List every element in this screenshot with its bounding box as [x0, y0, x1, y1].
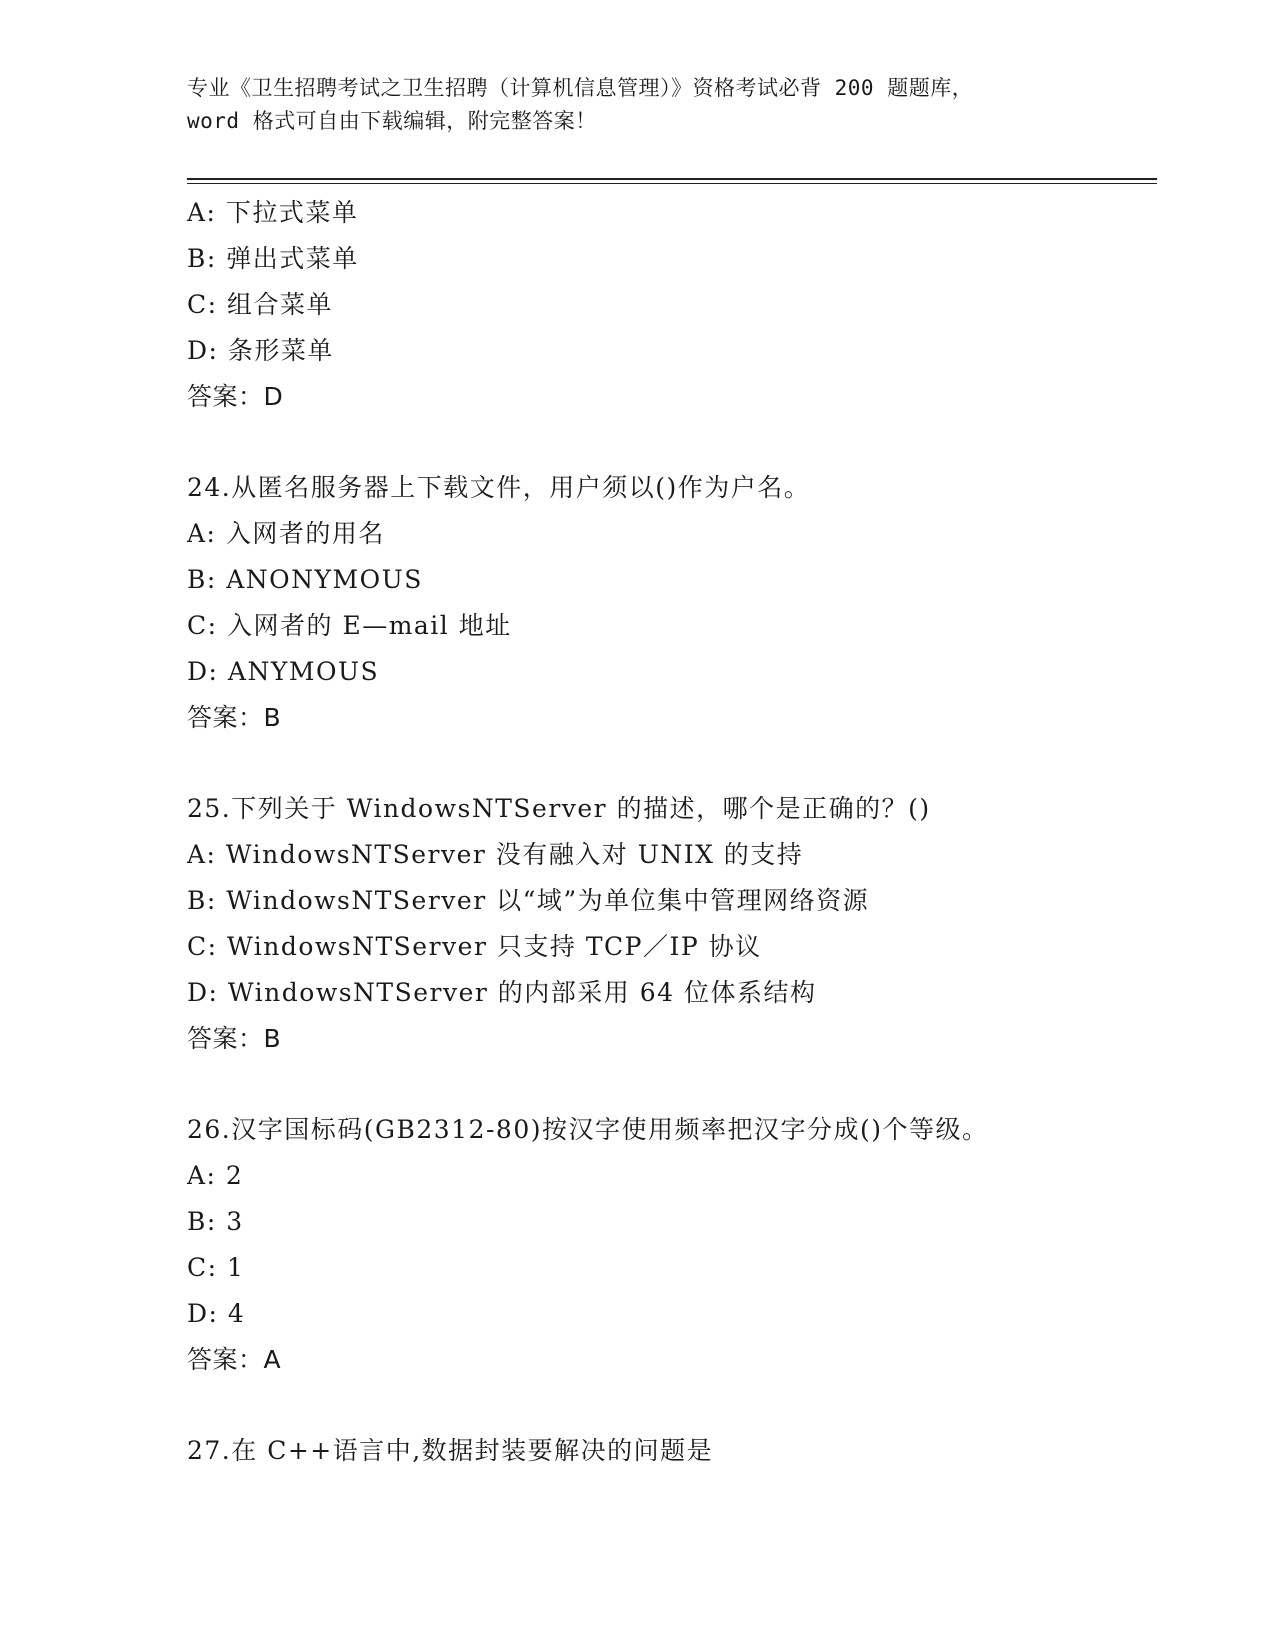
- question-list: [187, 190, 1167, 1474]
- option-a: A: 2: [187, 1161, 244, 1190]
- option-a: A: WindowsNTServer 没有融入对 UNIX 的支持: [187, 840, 804, 869]
- question-block-27: [187, 1428, 1167, 1474]
- option-d: D: ANYMOUS: [187, 657, 380, 686]
- spacer: [187, 1383, 1167, 1428]
- option-c: C: 入网者的 E—mail 地址: [187, 611, 512, 640]
- option-c: C: WindowsNTServer 只支持 TCP／IP 协议: [187, 932, 762, 961]
- question-stem: 24.从匿名服务器上下载文件，用户须以()作为户名。: [187, 473, 811, 502]
- question-block-24: [187, 465, 1167, 741]
- answer-line: 答案：D: [187, 382, 284, 411]
- option-a: A: 下拉式菜单: [187, 198, 359, 227]
- answer-line: 答案：A: [187, 1345, 282, 1374]
- question-stem: 26.汉字国标码(GB2312-80)按汉字使用频率把汉字分成()个等级。: [187, 1115, 989, 1144]
- option-d: D: 4: [187, 1299, 246, 1328]
- spacer: [187, 420, 1167, 465]
- header-divider-thick: [187, 178, 1157, 180]
- question-stem: 27.在 C++语言中,数据封装要解决的问题是: [187, 1436, 714, 1465]
- answer-line: 答案：B: [187, 703, 282, 732]
- option-d: D: 条形菜单: [187, 336, 334, 365]
- option-a: A: 入网者的用名: [187, 519, 385, 548]
- header-line-2: word 格式可自由下载编辑，附完整答案！: [187, 109, 597, 133]
- header-line-1: 专业《卫生招聘考试之卫生招聘（计算机信息管理）》资格考试必背 200 题题库，: [187, 76, 974, 100]
- document-header: [187, 72, 1087, 138]
- question-stem: 25.下列关于 WindowsNTServer 的描述，哪个是正确的？(): [187, 794, 931, 823]
- question-block-23: [187, 190, 1167, 420]
- header-divider-thin: [187, 183, 1157, 184]
- option-b: B: 3: [187, 1207, 244, 1236]
- option-d: D: WindowsNTServer 的内部采用 64 位体系结构: [187, 978, 817, 1007]
- spacer: [187, 1062, 1167, 1107]
- option-c: C: 组合菜单: [187, 290, 333, 319]
- answer-line: 答案：B: [187, 1024, 282, 1053]
- question-block-26: [187, 1107, 1167, 1383]
- option-c: C: 1: [187, 1253, 245, 1282]
- option-b: B: WindowsNTServer 以“域”为单位集中管理网络资源: [187, 886, 870, 915]
- question-block-25: [187, 786, 1167, 1062]
- option-b: B: 弹出式菜单: [187, 244, 359, 273]
- option-b: B: ANONYMOUS: [187, 565, 423, 594]
- spacer: [187, 741, 1167, 786]
